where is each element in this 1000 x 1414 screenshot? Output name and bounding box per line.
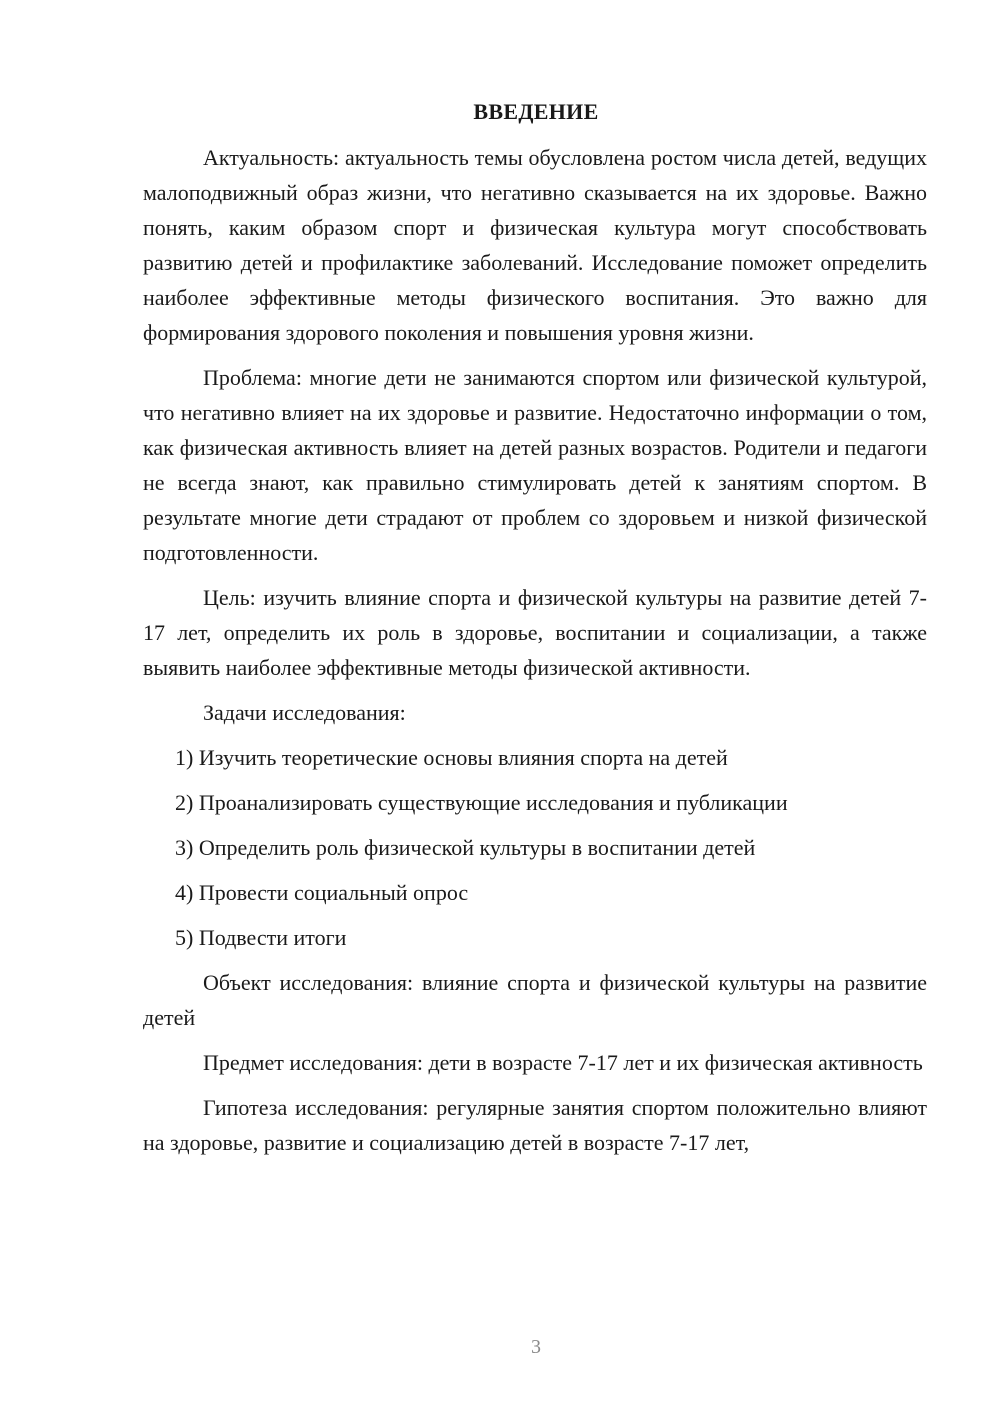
task-item: 5) Подвести итоги <box>175 925 347 950</box>
paragraph-problem: Проблема: многие дети не занимаются спортом или физической культурой, что негативно влияет на их здоровье и развитие. Недостаточно информации о том, как физическая активность влияет на детей разных возрастов. Родители и педагоги не всегда знают, как правильно стимулировать детей к занятиям спортом. В результате многие дети страдают от проблем со здоровьем и низкой физической подготовленности. <box>143 365 927 565</box>
page-number: 3 <box>531 1336 541 1358</box>
task-item: 1) Изучить теоретические основы влияния спорта на детей <box>175 745 728 770</box>
task-item: 2) Проанализировать существующие исследования и публикации <box>175 790 788 815</box>
body-text <box>143 140 927 1170</box>
paragraph-hypothesis: Гипотеза исследования: регулярные занятия спортом положительно влияют на здоровье, развитие и социализацию детей в возрасте 7-17 лет, <box>143 1095 927 1155</box>
paragraph-object: Объект исследования: влияние спорта и физической культуры на развитие детей <box>143 970 927 1030</box>
paragraph-subject: Предмет исследования: дети в возрасте 7-17 лет и их физическая активность <box>203 1050 923 1075</box>
paragraph-relevance: Актуальность: актуальность темы обусловлена ростом числа детей, ведущих малоподвижный образ жизни, что негативно сказывается на их здоровье. Важно понять, каким образом спорт и физическая культура могут способствовать развитию детей и профилактике заболеваний. Исследование поможет определить наиболее эффективные методы физического воспитания. Это важно для формирования здорового поколения и повышения уровня жизни. <box>143 145 927 345</box>
paragraph-goal: Цель: изучить влияние спорта и физической культуры на развитие детей 7-17 лет, определить их роль в здоровье, воспитании и социализации, а также выявить наиболее эффективные методы физической активности. <box>143 585 927 680</box>
task-item: 3) Определить роль физической культуры в воспитании детей <box>175 835 756 860</box>
tasks-title: Задачи исследования: <box>203 700 406 725</box>
section-heading: ВВЕДЕНИЕ <box>473 99 599 124</box>
task-item: 4) Провести социальный опрос <box>175 880 469 905</box>
